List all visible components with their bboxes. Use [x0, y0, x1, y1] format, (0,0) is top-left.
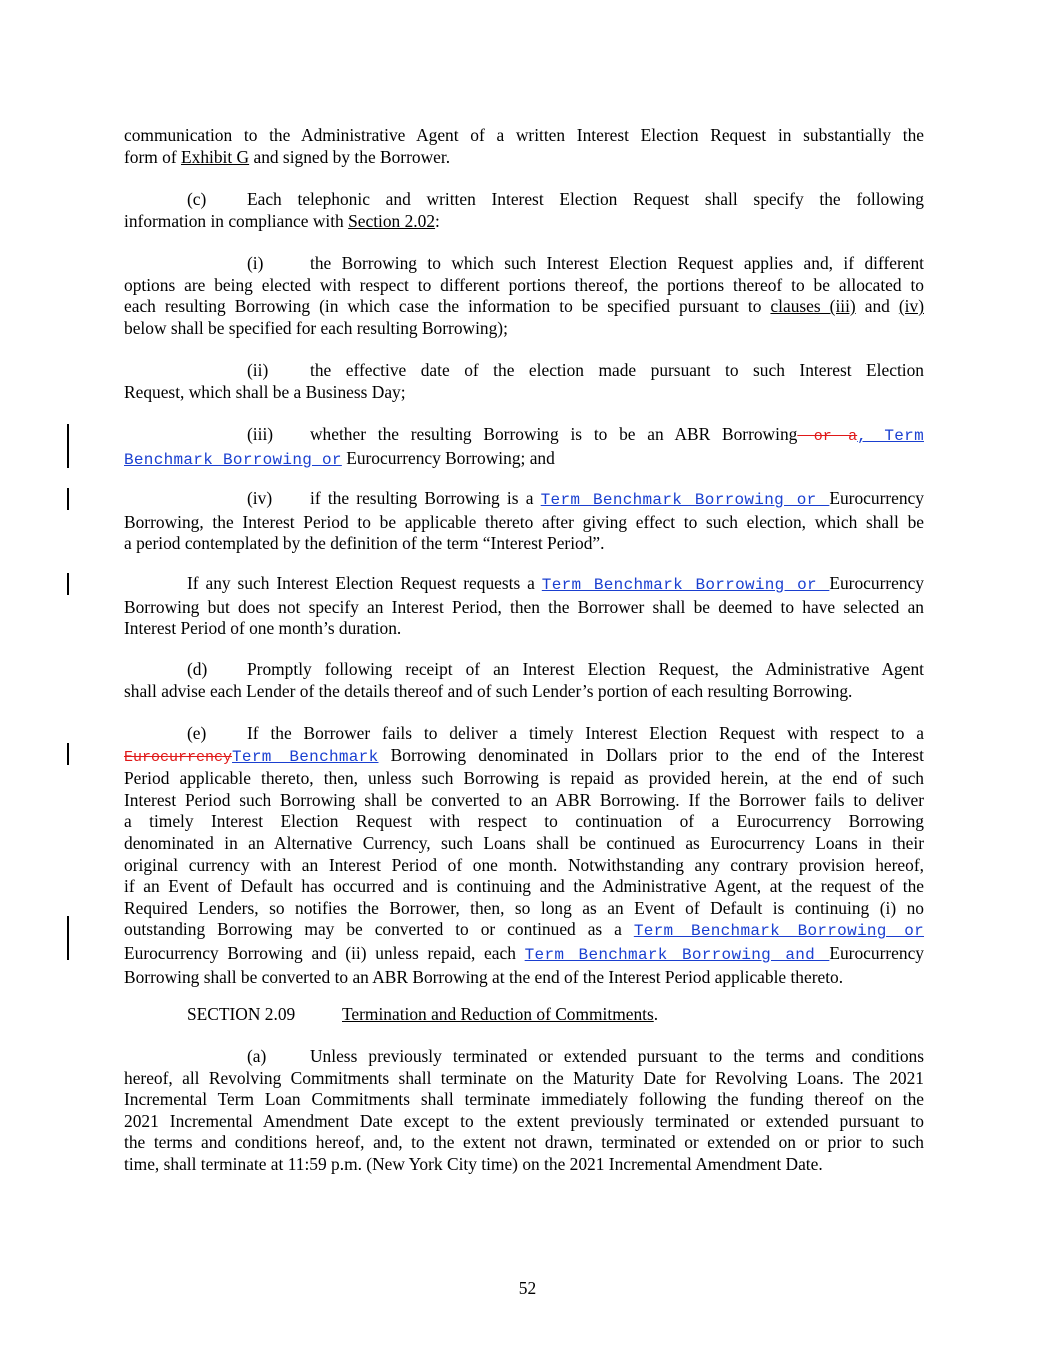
paragraph-if-any [124, 573, 924, 640]
inserted-text: Term Benchmark Borrowing or [633, 922, 925, 941]
text-line: Benchmark Borrowing or Eurocurrency Borrowing; and [124, 447, 555, 469]
text-line: Interest Period of one month’s duration. [124, 618, 402, 639]
section-number: SECTION 2.09 [187, 1004, 296, 1024]
text-line: hereof, all Revolving Commitments shall terminate on the Maturity Date for Revolving Loans. The 2021 [124, 1067, 924, 1088]
section-reference: Section 2.02 [348, 210, 436, 231]
text-line: Borrowing, the Interest Period to be applicable thereto after giving effect to such election, which shall be [124, 511, 924, 532]
text-line: Interest Period such Borrowing shall be converted to an ABR Borrowing. If the Borrower fails to deliver [124, 789, 924, 810]
text-line: outstanding Borrowing may be converted to or continued as a Term Benchmark Borrowing or [124, 919, 925, 941]
text-line: (i) the Borrowing to which such Interest Election Request applies and, if different [247, 253, 924, 273]
text-line: original currency with an Interest Period of one month. Notwithstanding any contrary provision hereof, [124, 854, 924, 875]
paragraph-d [124, 659, 924, 702]
text-line: each resulting Borrowing (in which case the information to be specified pursuant to clauses (iii) and (iv) [124, 296, 924, 317]
clause-reference: (iv) [898, 296, 924, 317]
inserted-text: Term Benchmark Borrowing and [524, 945, 830, 964]
text-line: time, shall terminate at 11:59 p.m. (New York City time) on the 2021 Incremental Amendment Date. [124, 1153, 823, 1174]
section-title: Termination and Reduction of Commitments [342, 1004, 654, 1024]
text-line: EurocurrencyTerm Benchmark Borrowing denominated in Dollars prior to the end of the Interest [124, 744, 924, 766]
text-line: Borrowing but does not specify an Interest Period, then the Borrower shall be deemed to have selected an [124, 596, 924, 617]
clause-label: (e) [187, 723, 207, 743]
text-line: (ii) the effective date of the election made pursuant to such Interest Election [247, 360, 924, 380]
change-bar-if [67, 573, 69, 595]
text-line: if an Event of Default has occurred and is continuing and the Administrative Agent, at the request of the [124, 876, 924, 897]
text-line: Borrowing shall be converted to an ABR Borrowing at the end of the Interest Period applicable thereto. [124, 966, 844, 987]
inserted-text: Term Benchmark [232, 747, 379, 766]
paragraph-a [124, 1046, 924, 1176]
paragraph-i [124, 253, 924, 339]
text-line: Incremental Term Loan Commitments shall terminate immediately following the funding thereof on the [124, 1089, 924, 1110]
text-line: Period applicable thereto, then, unless such Borrowing is repaid as provided herein, at the end of such [124, 768, 924, 789]
paragraph-iii [124, 424, 924, 471]
section-heading: SECTION 2.09 Termination and Reduction of Commitments. [187, 1004, 659, 1024]
change-bar-e2 [67, 916, 69, 960]
inserted-text: Term Benchmark Borrowing or [541, 576, 830, 594]
text-line: 2021 Incremental Amendment Date except to the extent previously terminated or extended pursuant to [124, 1110, 924, 1131]
text-line: (iii) whether the resulting Borrowing is to be an ABR Borrowing or a, Term [247, 424, 924, 445]
text-line: a timely Interest Election Request with respect to continuation of a Eurocurrency Borrowing [124, 811, 924, 832]
text-line: Request, which shall be a Business Day; [124, 381, 406, 402]
text-line: shall advise each Lender of the details thereof and of such Lender’s portion of each resulting Borrowing. [124, 680, 853, 701]
paragraph-e [124, 723, 924, 988]
text-line: information in compliance with Section 2.02: [124, 210, 440, 231]
clause-label: (c) [187, 189, 207, 209]
inserted-text: Term Benchmark Borrowing or [540, 491, 830, 509]
exhibit-reference: Exhibit G [181, 146, 250, 167]
text-line: options are being elected with respect to different portions thereof, the portions thereof to be allocated to [124, 274, 924, 295]
page-number: 52 [518, 1278, 537, 1298]
clause-label: (d) [187, 659, 208, 679]
text-line: denominated in an Alternative Currency, such Loans shall be continued as Eurocurrency Loans in their [124, 832, 924, 853]
paragraph-c [124, 189, 924, 232]
clause-label: (ii) [247, 360, 269, 380]
clause-reference: clauses (iii) [770, 296, 856, 317]
text-line: (iv) if the resulting Borrowing is a Term Benchmark Borrowing or Eurocurrency [247, 488, 924, 509]
change-bar-iii [67, 424, 69, 468]
paragraph-continuation [124, 125, 924, 168]
change-bar-e1 [67, 743, 69, 765]
text-line: Required Lenders, so notifies the Borrower, then, so long as an Event of Default is continuing (i) no [124, 897, 924, 918]
text-line: the terms and conditions hereof, and, to the extent not drawn, terminated or extended on or prior to such [124, 1132, 924, 1153]
deleted-text: Eurocurrency [124, 748, 233, 766]
text-line: form of Exhibit G and signed by the Borrower. [124, 146, 451, 167]
paragraph-iv [124, 488, 924, 555]
deleted-text: or a [797, 428, 858, 445]
text-line: Eurocurrency Borrowing and (ii) unless repaid, each Term Benchmark Borrowing and Eurocurrency [124, 942, 924, 964]
text-line: communication to the Administrative Agent of a written Interest Election Request in substantially the [124, 125, 924, 145]
text-line: below shall be specified for each resulting Borrowing); [124, 317, 508, 338]
clause-label: (iii) [247, 424, 274, 444]
text-line: a period contemplated by the definition of the term “Interest Period”. [124, 533, 605, 554]
change-bar-iv [67, 488, 69, 510]
paragraph-ii [124, 360, 924, 403]
text-line: (a) Unless previously terminated or extended pursuant to the terms and conditions [247, 1046, 924, 1066]
text-line: (e) If the Borrower fails to deliver a timely Interest Election Request with respect to a [187, 723, 924, 743]
inserted-text: , Term [857, 427, 924, 445]
clause-label: (a) [247, 1046, 267, 1066]
inserted-text: Benchmark Borrowing or [124, 450, 342, 469]
clause-label: (iv) [247, 488, 273, 508]
text-line: (c) Each telephonic and written Interest Election Request shall specify the following [187, 189, 924, 209]
text-line: (d) Promptly following receipt of an Interest Election Request, the Administrative Agent [187, 659, 924, 679]
text-line: If any such Interest Election Request requests a Term Benchmark Borrowing or Eurocurrency [187, 573, 924, 594]
clause-label: (i) [247, 253, 264, 273]
